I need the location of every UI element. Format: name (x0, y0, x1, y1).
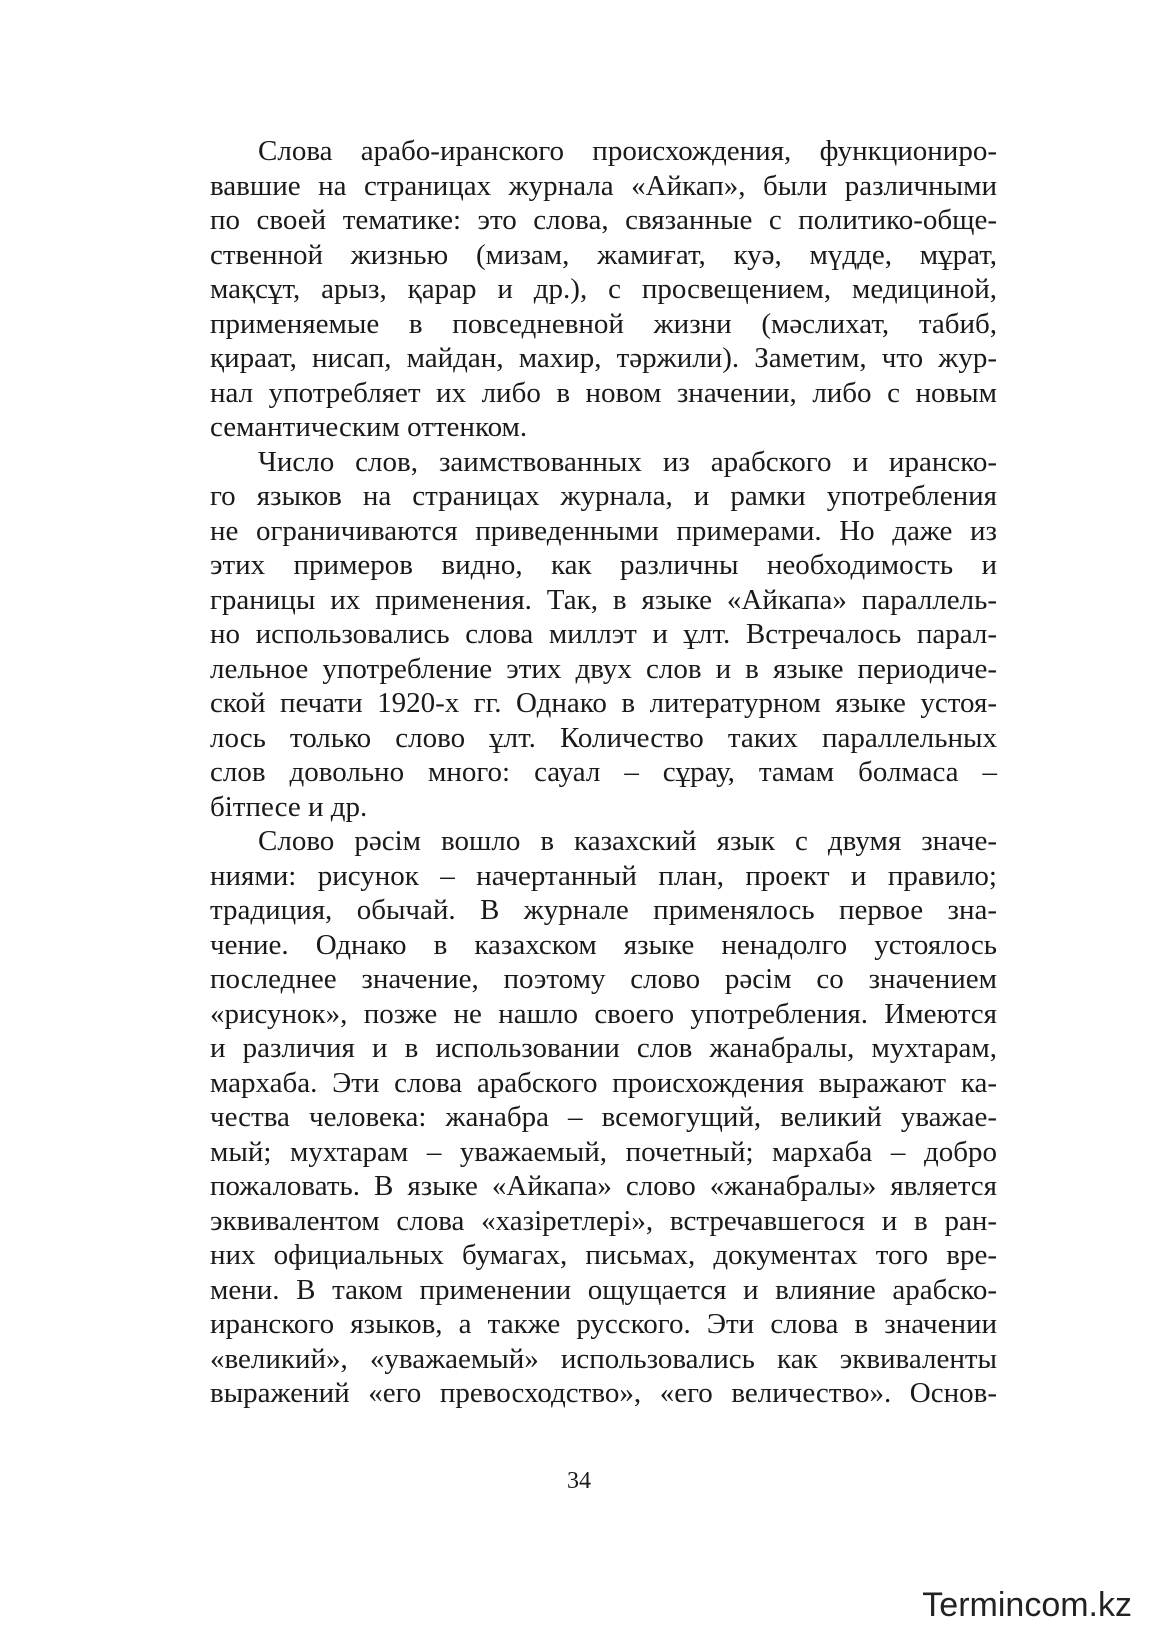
text-line: семантическим оттенком. (210, 411, 528, 443)
text-line: қираат, нисап, майдан, махир, тәржили). Заметим, что жур- (210, 342, 997, 374)
watermark-logo (922, 1585, 1132, 1625)
text-line: ской печати 1920-х гг. Однако в литературном языке устоя- (210, 687, 997, 719)
text-line: Слова арабо-иранского происхождения, функциониро- (258, 135, 997, 167)
text-line: «рисунок», позже не нашло своего употребления. Имеются (210, 997, 997, 1030)
text-line: применяемые в повседневной жизни (мәслихат, табиб, (210, 307, 997, 340)
watermark-text: Termincom.kz (922, 1585, 1132, 1624)
text-line: Число слов, заимствованных из арабского и иранско- (258, 445, 997, 478)
text-line: лось только слово ұлт. Количество таких параллельных (210, 721, 997, 754)
text-line: нал употребляет их либо в новом значении, либо с новым (210, 376, 997, 409)
text-line: пожаловать. В языке «Айкапа» слово «жанабралы» является (210, 1170, 997, 1202)
text-line: чение. Однако в казахском языке ненадолго устоялось (210, 928, 997, 961)
text-line: го языков на страницах журнала, и рамки употребления (210, 480, 997, 512)
text-line: чества человека: жанабра – всемогущий, великий уважае- (210, 1101, 997, 1133)
text-line: ниями: рисунок – начертанный план, проект и правило; (210, 859, 997, 892)
text-line: мый; мухтарам – уважаемый, почетный; мархаба – добро (210, 1135, 997, 1168)
text-line: слов довольно много: сауал – сұрау, тамам болмаса – (210, 756, 997, 788)
text-line: не ограничиваются приведенными примерами. Но даже из (210, 514, 997, 547)
text-line: мени. В таком применении ощущается и влияние арабско- (210, 1273, 997, 1306)
text-block (210, 134, 997, 1411)
text-line: мархаба. Эти слова арабского происхождения выражают ка- (210, 1066, 997, 1099)
text-line: вавшие на страницах журнала «Айкап», были различными (210, 169, 997, 202)
text-line: бітпесе и др. (210, 790, 368, 823)
text-line: последнее значение, поэтому слово рәсім со значением (210, 963, 997, 995)
text-line: иранского языков, а также русского. Эти слова в значении (210, 1308, 997, 1340)
text-line: ственной жизнью (мизам, жамиғат, куә, мүдде, мұрат, (210, 238, 997, 271)
text-line: «великий», «уважаемый» использовались как эквиваленты (210, 1342, 997, 1375)
text-line: и различия и в использовании слов жанабралы, мухтарам, (210, 1032, 997, 1064)
text-line: выражений «его превосходство», «его величество». Основ- (210, 1377, 997, 1409)
page-body (210, 134, 997, 1411)
text-line: этих примеров видно, как различны необходимость и (210, 549, 997, 581)
text-line: границы их применения. Так, в языке «Айкапа» параллель- (210, 583, 997, 616)
text-line: по своей тематике: это слова, связанные с политико-обще- (210, 204, 997, 236)
text-line: эквивалентом слова «хазіретлері», встречавшегося и в ран- (210, 1204, 997, 1237)
text-line: Слово рәсім вошло в казахский язык с двумя значе- (258, 825, 997, 857)
text-line: них официальных бумагах, письмах, документах того вре- (210, 1239, 997, 1271)
text-line: лельное употребление этих двух слов и в языке периодиче- (210, 652, 997, 685)
page-number: 34 (567, 1468, 591, 1494)
text-line: мақсұт, арыз, қарар и др.), с просвещением, медициной, (210, 273, 997, 305)
text-line: но использовались слова миллэт и ұлт. Встречалось парал- (210, 618, 997, 650)
text-line: традиция, обычай. В журнале применялось первое зна- (210, 894, 997, 926)
